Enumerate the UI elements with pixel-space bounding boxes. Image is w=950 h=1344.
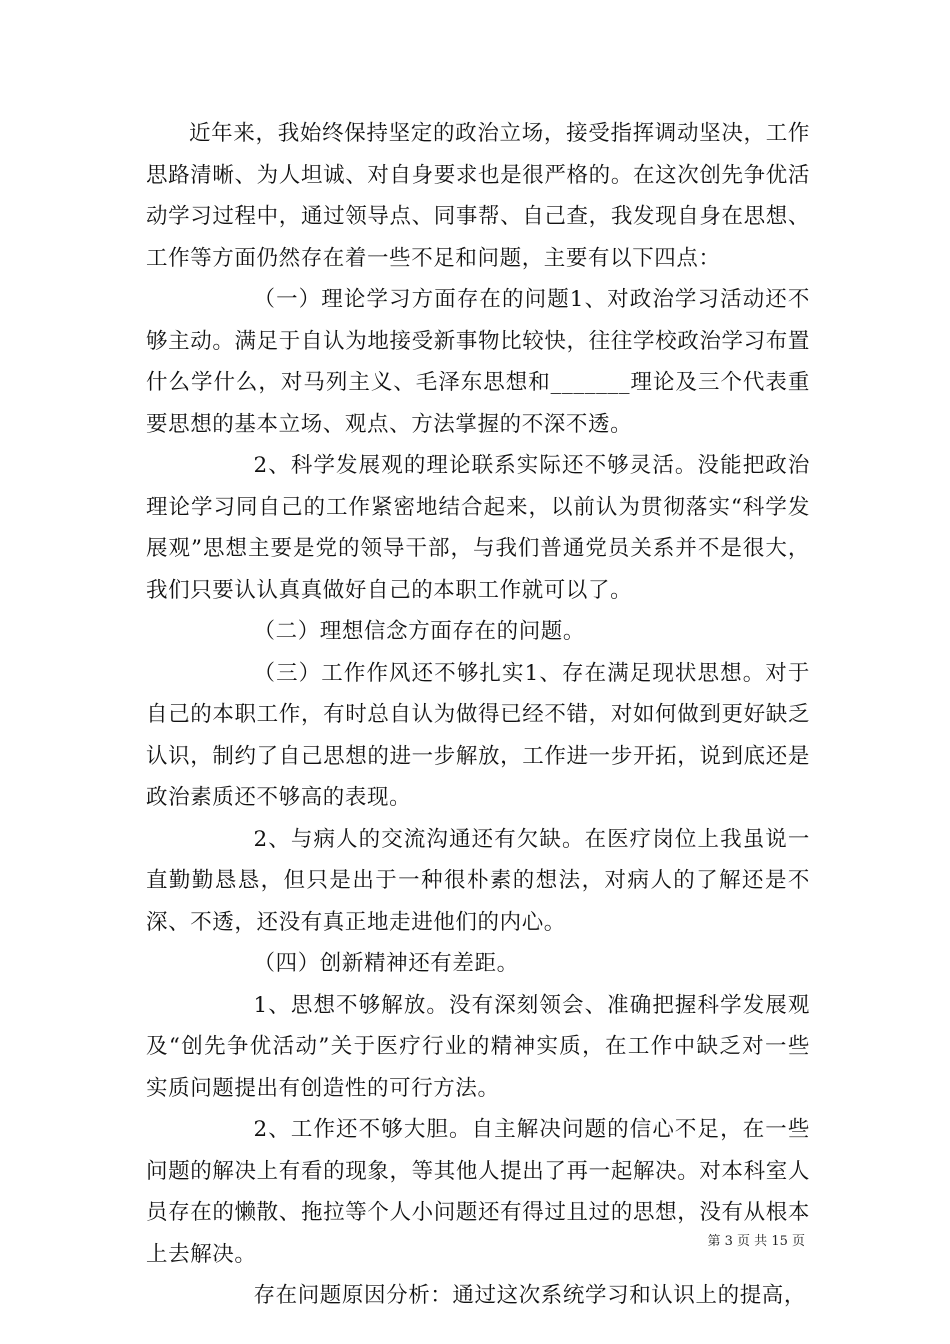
paragraph-cause-analysis: 存在问题原因分析：通过这次系统学习和认识上的提高， <box>253 1283 807 1308</box>
document-body <box>146 113 810 1317</box>
paragraph-section-4-item-1: 1、思想不够解放。没有深刻领会、准确把握科学发展观及“创先争优活动”关于医疗行业的精神实质，在工作中缺乏对一些实质问题提出有创造性的可行方法。 <box>146 992 810 1101</box>
paragraph-section-1: （一）理论学习方面存在的问题1、对政治学习活动还不够主动。满足于自认为地接受新事物比较快，往往学校政治学习布置什么学什么，对马列主义、毛泽东思想和_______理论及三个代表重要思想的基本立场、观点、方法掌握的不深不透。 <box>146 287 810 437</box>
paragraph-section-4-item-2: 2、工作还不够大胆。自主解决问题的信心不足，在一些问题的解决上有看的现象，等其他人提出了再一起解决。对本科室人员存在的懒散、拖拉等个人小问题还有得过且过的思想，没有从根本上去解决。 <box>146 1117 810 1267</box>
paragraph-section-1-item-2: 2、科学发展观的理论联系实际还不够灵活。没能把政治理论学习同自己的工作紧密地结合起来，以前认为贯彻落实“科学发展观”思想主要是党的领导干部，与我们普通党员关系并不是很大，我们只要认认真真做好自己的本职工作就可以了。 <box>146 453 810 603</box>
paragraph-intro: 近年来，我始终保持坚定的政治立场，接受指挥调动坚决，工作思路清晰、为人坦诚、对自身要求也是很严格的。在这次创先争优活动学习过程中，通过领导点、同事帮、自己查，我发现自身在思想、工作等方面仍然存在着一些不足和问题，主要有以下四点： <box>146 121 810 271</box>
page-number-footer: 第 3 页 共 15 页 <box>707 1234 805 1249</box>
paragraph-section-3-item-2: 2、与病人的交流沟通还有欠缺。在医疗岗位上我虽说一直勤勤恳恳，但只是出于一种很朴素的想法，对病人的了解还是不深、不透，还没有真正地走进他们的内心。 <box>146 826 810 935</box>
paragraph-section-2: （二）理想信念方面存在的问题。 <box>253 619 586 644</box>
paragraph-section-3: （三）工作作风还不够扎实1、存在满足现状思想。对于自己的本职工作，有时总自认为做得已经不错，对如何做到更好缺乏认识，制约了自己思想的进一步解放，工作进一步开拓，说到底还是政治素质还不够高的表现。 <box>146 660 810 810</box>
paragraph-section-4: （四）创新精神还有差距。 <box>253 951 519 976</box>
